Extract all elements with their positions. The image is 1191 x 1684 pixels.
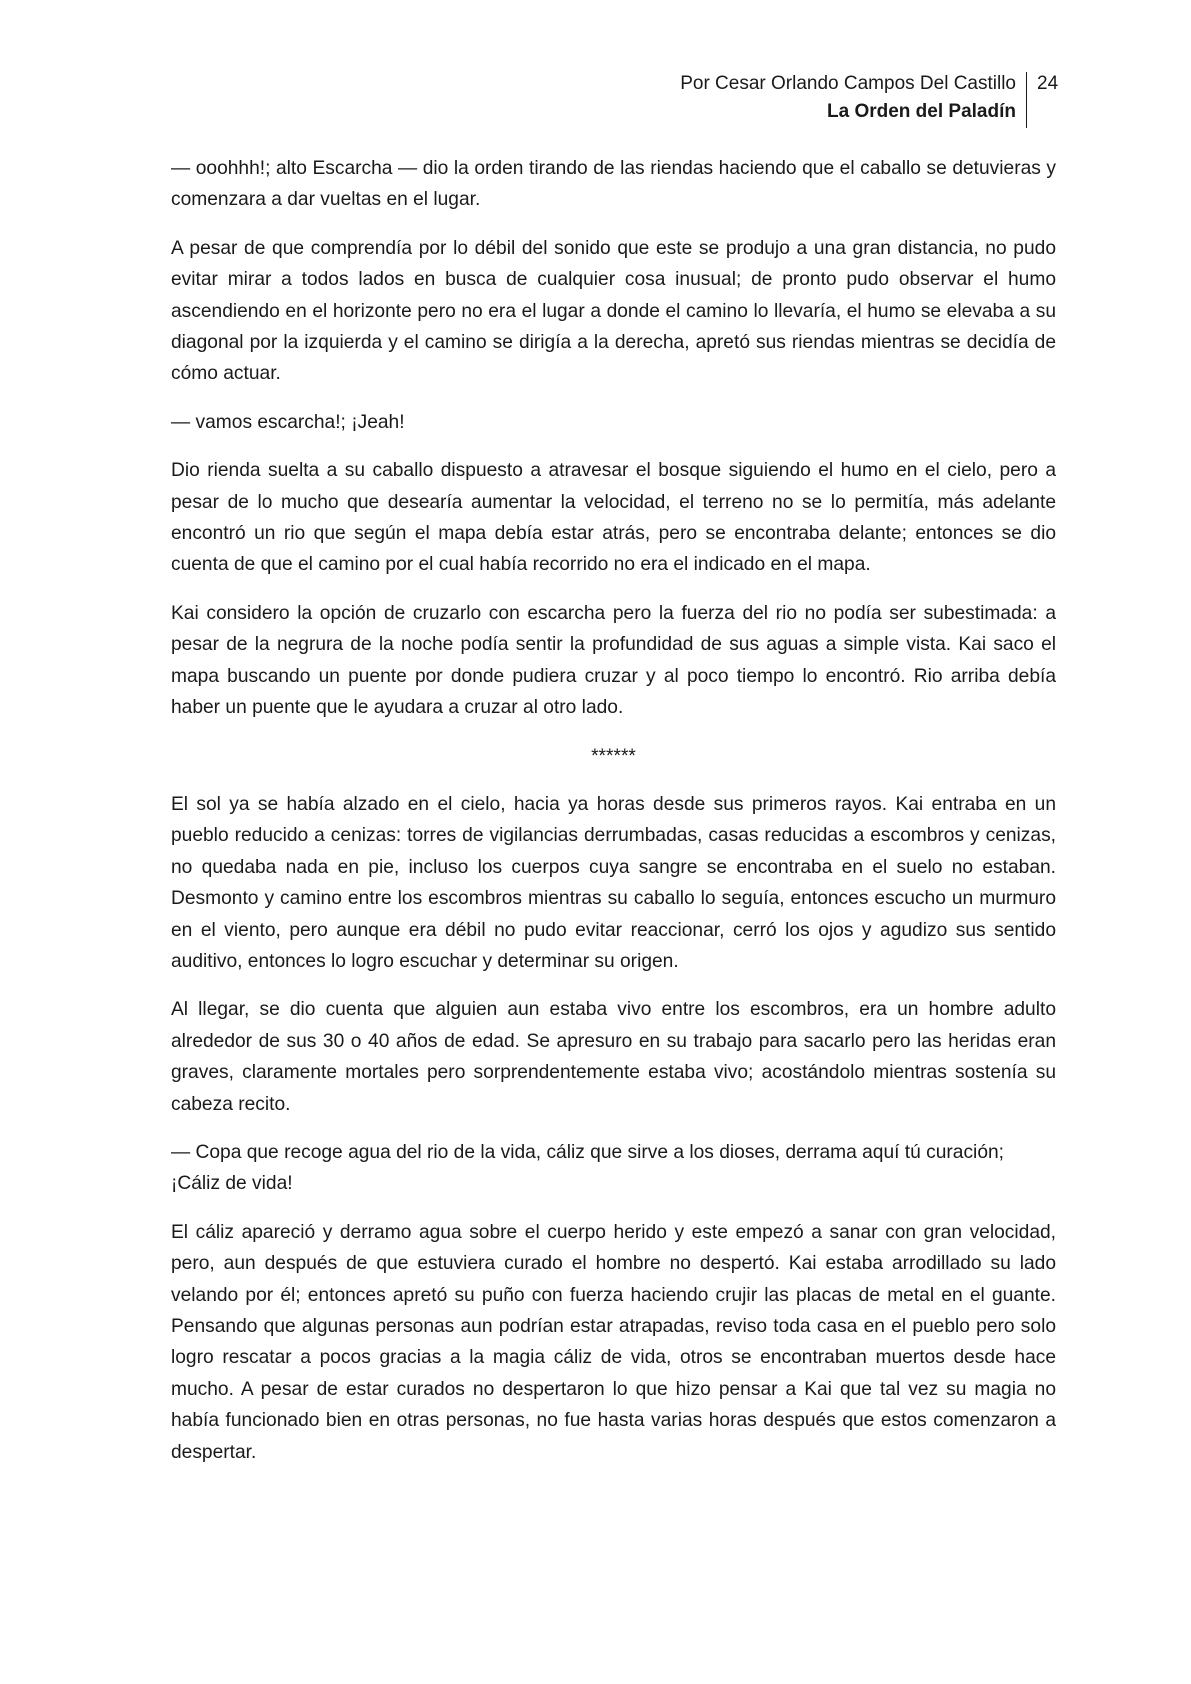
paragraph: El sol ya se había alzado en el cielo, hacia ya horas desde sus primeros rayos. Kai entraba en un pueblo reducido a cenizas: torres de vigilancias derrumbadas, casas reducidas a escombros y cenizas, no quedaba nada en pie, incluso los cuerpos cuya sangre se encontraba en el suelo no estaban. Desmonto y camino entre los escombros mientras su caballo lo seguía, entonces escucho un murmuro en el viento, pero aunque era débil no pudo evitar reaccionar, cerró los ojos y agudizo sus sentido auditivo, entonces lo logro escuchar y determinar su origen. — [171, 793, 1056, 972]
paragraph: — Copa que recoge agua del rio de la vida, cáliz que sirve a los dioses, derrama aquí tú curación; ¡Cáliz de vida! — [171, 1141, 1004, 1195]
section-separator: ****** — [591, 745, 636, 767]
paragraph: Dio rienda suelta a su caballo dispuesto a atravesar el bosque siguiendo el humo en el cielo, pero a pesar de lo mucho que desearía aumentar la velocidad, el terreno no se lo permitía, más adelante encontró un rio que según el mapa debía estar atrás, pero se encontraba delante; entonces se dio cuenta de que el camino por el cual había recorrido no era el indicado en el mapa. — [171, 460, 1056, 576]
page-header — [680, 70, 1063, 128]
paragraph: El cáliz apareció y derramo agua sobre el cuerpo herido y este empezó a sanar con gran velocidad, pero, aun después de que estuviera curado el hombre no despertó. Kai estaba arrodillado su lado velando por él; entonces apretó su puño con fuerza haciendo crujir las placas de metal en el guante. Pensando que algunas personas aun podrían estar atrapadas, reviso toda casa en el pueblo pero solo logro rescatar a pocos gracias a la magia cáliz de vida, otros se encontraban muertos desde hace mucho. A pesar de estar curados no despertaron lo que hizo pensar a Kai que tal vez su magia no había funcionado bien en otras personas, no fue hasta varias horas después que estos comenzaron a despertar. — [171, 1221, 1056, 1463]
paragraph: — vamos escarcha!; ¡Jeah! — [171, 411, 405, 433]
header-title: La Orden del Paladín — [827, 101, 1016, 122]
page-number: 24 — [1037, 73, 1059, 94]
paragraph: Al llegar, se dio cuenta que alguien aun estaba vivo entre los escombros, era un hombre adulto alrededor de sus 30 o 40 años de edad. Se apresuro en su trabajo para sacarlo pero las heridas eran graves, claramente mortales pero sorprendentemente estaba vivo; acostándolo mientras sostenía su cabeza recito. — [171, 999, 1056, 1115]
page-body — [171, 153, 1056, 1485]
paragraph: A pesar de que comprendía por lo débil del sonido que este se produjo a una gran distancia, no pudo evitar mirar a todos lados en busca de cualquier cosa inusual; de pronto pudo observar el humo ascendiendo en el horizonte pero no era el lugar a donde el camino lo llevaría, el humo se elevaba a su diagonal por la izquierda y el camino se dirigía a la derecha, apretó sus riendas mientras se decidía de cómo actuar. — [171, 237, 1056, 385]
paragraph: — ooohhh!; alto Escarcha — dio la orden tirando de las riendas haciendo que el caballo se detuvieras y comenzara a dar vueltas en el lugar. — [171, 158, 1056, 211]
header-text — [680, 70, 1026, 126]
paragraph: Kai considero la opción de cruzarlo con escarcha pero la fuerza del rio no podía ser subestimada: a pesar de la negrura de la noche podía sentir la profundidad de sus aguas a simple vista. Kai saco el mapa buscando un puente por donde pudiera cruzar y al poco tiempo lo encontró. Rio arriba debía haber un puente que le ayudara a cruzar al otro lado. — [171, 602, 1056, 719]
header-author: Por Cesar Orlando Campos Del Castillo — [680, 73, 1016, 94]
